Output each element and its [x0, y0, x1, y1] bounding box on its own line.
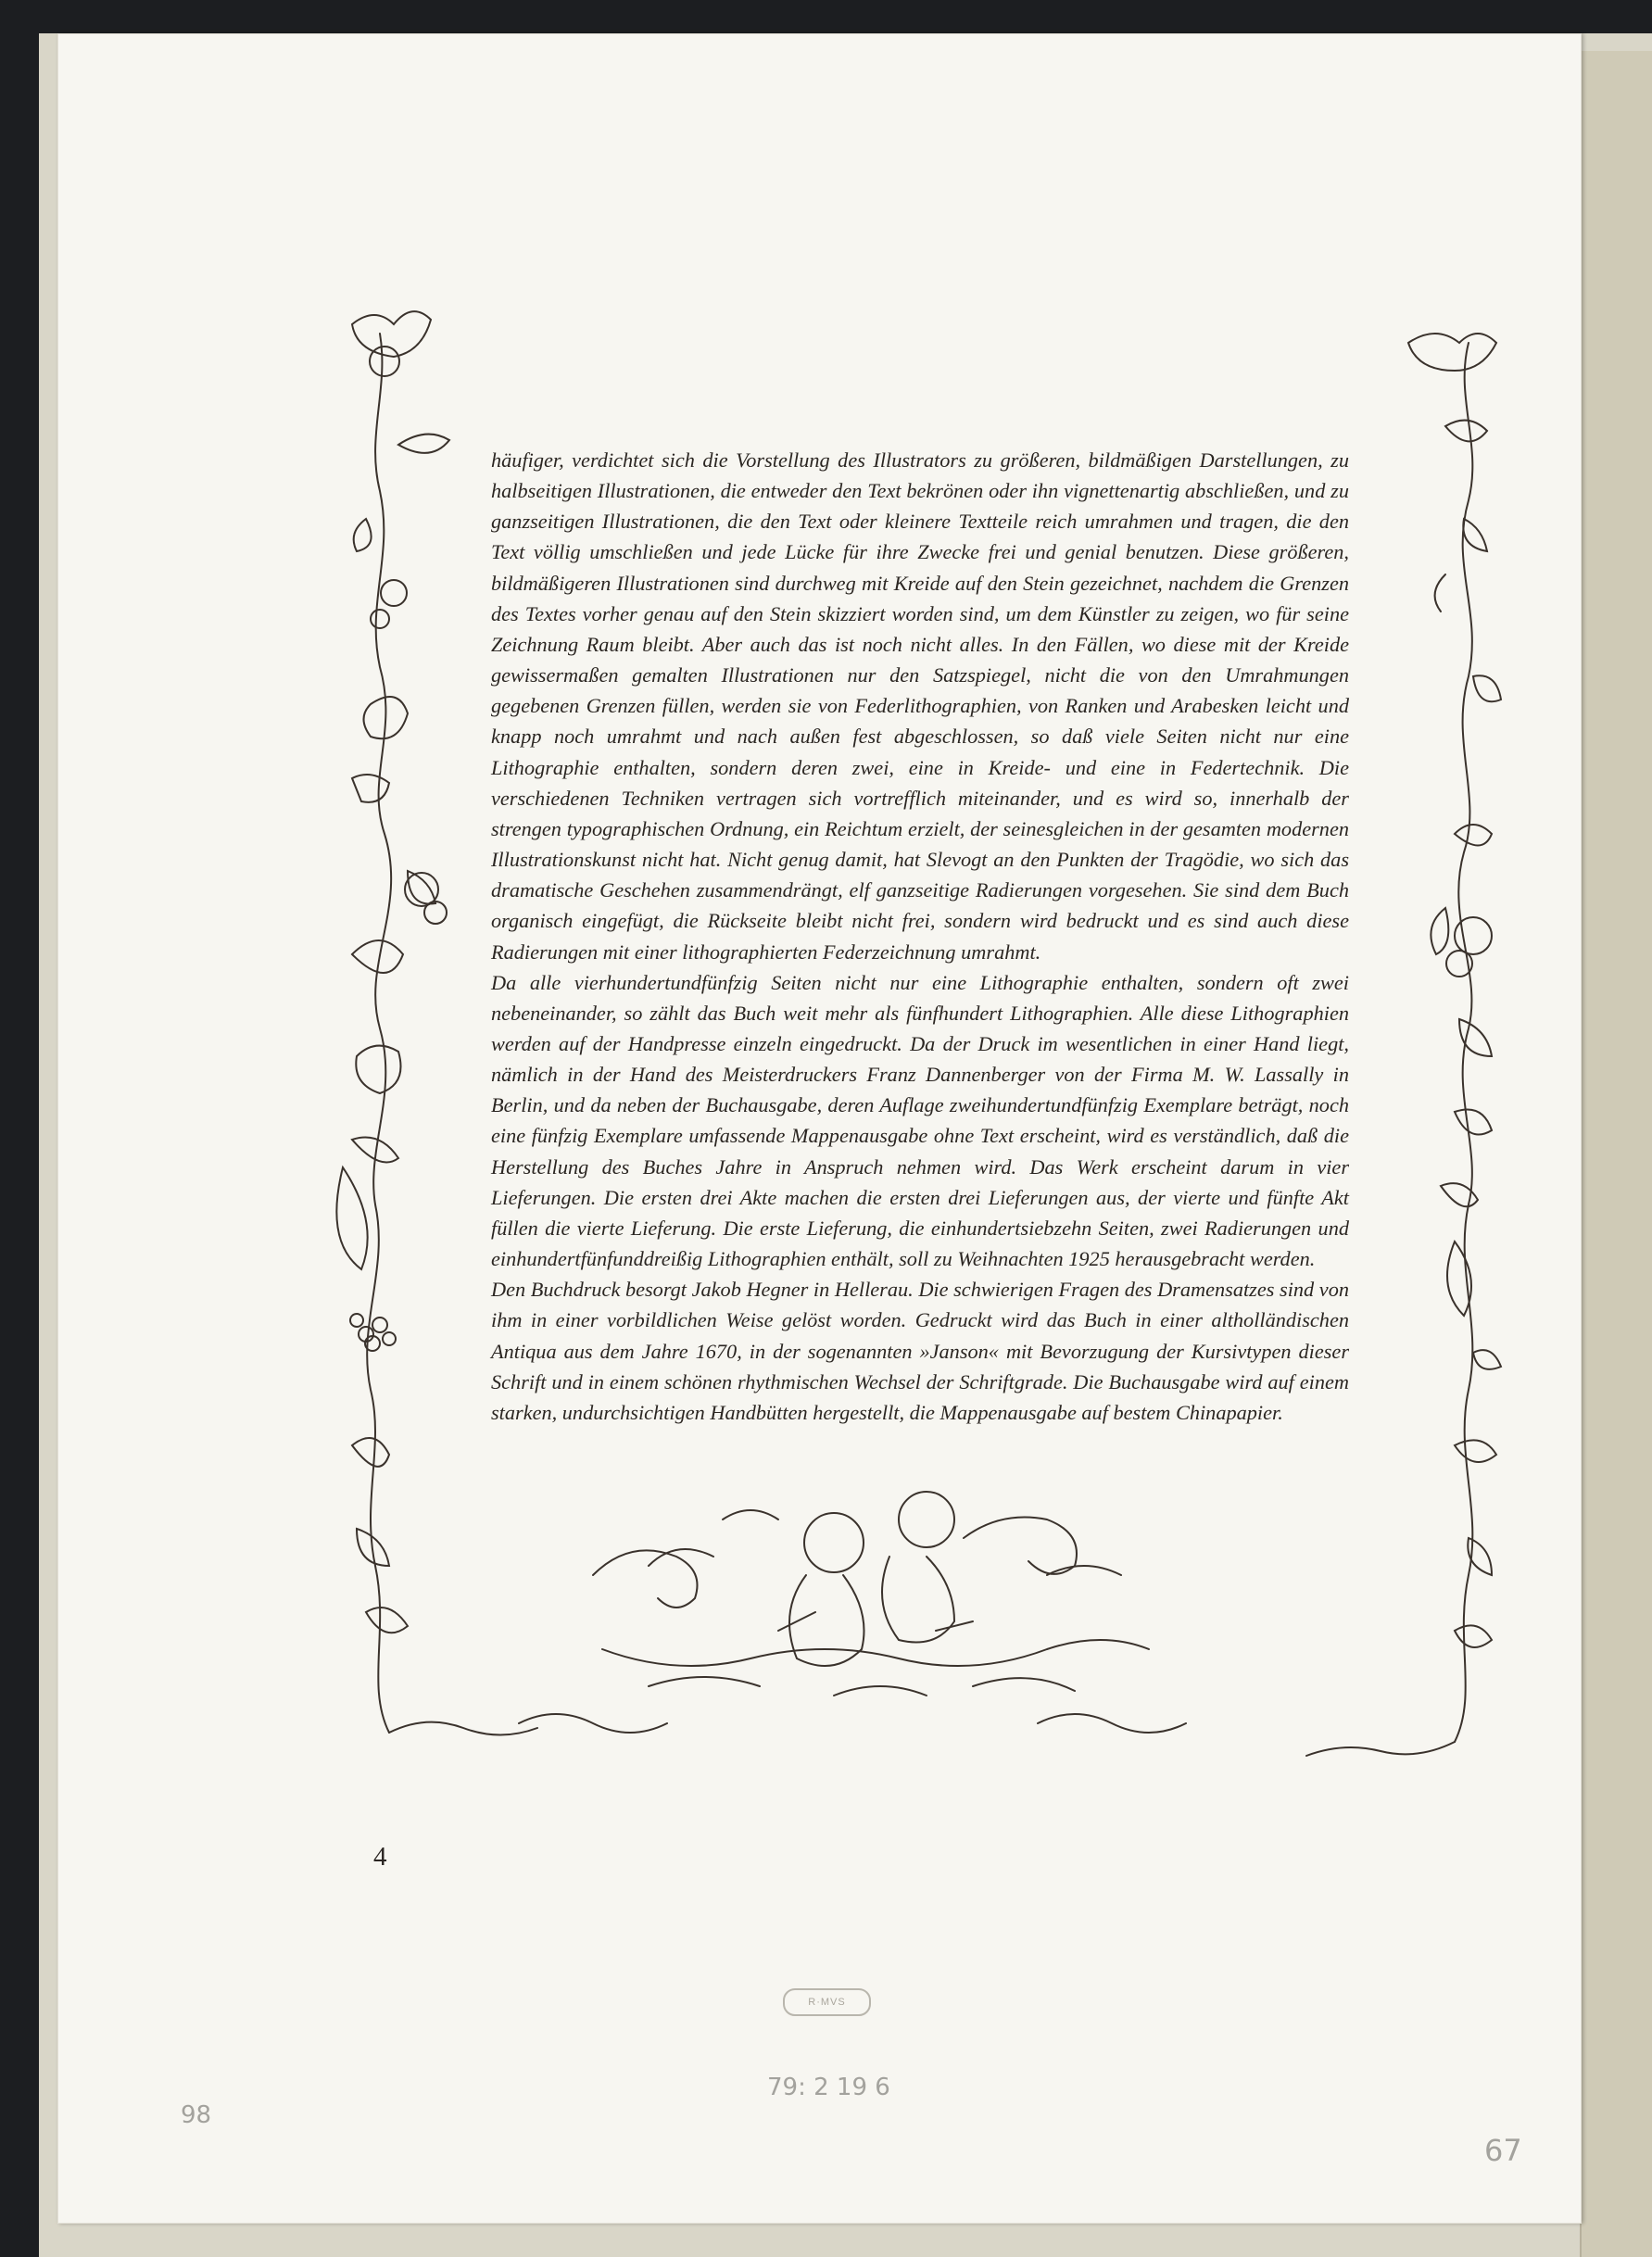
body-text [491, 445, 1349, 1428]
pencil-note-right: 67 [1484, 2133, 1522, 2168]
paragraph-2: Da alle vierhundertundfünfzig Seiten nicht nur eine Lithographie enthalten, sondern oft zwei nebeneinander, so zählt das Buch weit mehr als fünfhundert Lithographien. Alle diese Lithographien werden auf der Handpresse einzeln eingedruckt. Da der Druck im wesentlichen in einer Hand liegt, nämlich in der Hand des Meisterdruckers Franz Dannenberger von der Firma M. W. Lassally in Berlin, und da neben der Buchausgabe, deren Auflage zweihundertundfünfzig Exemplare beträgt, noch eine fünfzig Exemplare umfassende Mappenausgabe ohne Text erscheint, wird es verständlich, daß die Herstellung des Buches Jahre in Anspruch nehmen wird. Das Werk erscheint darum in vier Lieferungen. Die ersten drei Akte machen die ersten drei Lieferungen aus, der vierte und fünfte Akt füllen die vierte Lieferung. Die erste Lieferung, die einhundertsiebzehn Seiten, zwei Radierungen und einhundertfünfunddreißig Lithographien enthält, soll zu Weihnachten 1925 herausgebracht werden. [491, 970, 1349, 1271]
paragraph-1: häufiger, verdichtet sich die Vorstellung des Illustrators zu größeren, bildmäßigen Darstellungen, zu halbseitigen Illustrationen, die entweder den Text bekrönen oder ihn vignettenartig abschließen, und zu ganzseitigen Illustrationen, die den Text oder kleinere Textteile reich umrahmen und tragen, die den Text völlig umschließen und jede Lücke für ihre Zwecke frei und genial benutzen. Diese größeren, bildmäßigeren Illustrationen sind durchweg mit Kreide auf den Stein gezeichnet, nachdem die Grenzen des Textes vorher genau auf den Stein skizziert worden sind, um dem Künstler zu zeigen, wo für seine Zeichnung Raum bleibt. Aber auch das ist noch nicht alles. In den Fällen, wo diese mit der Kreide gewissermaßen gemalten Illustrationen nur den Satzspiegel, nicht die von den Umrahmungen gegebenen Grenzen füllen, werden sie von Federlithographien, von Ranken und Arabesken leicht und knapp noch umrahmt und nach außen fest abgeschlossen, so daß viele Seiten nicht nur eine Lithographie enthalten, sondern deren zwei, eine in Kreide- und eine in Federtechnik. Die verschiedenen Techniken vertragen sich vortrefflich miteinander, und es wird so, innerhalb der strengen typographischen Ordnung, ein Reichtum erzielt, der seinesgleichen in der gesamten modernen Illustrationskunst nicht hat. Nicht genug damit, hat Slevogt an den Punkten der Tragödie, wo sich das dramatische Geschehen zusammendrängt, elf ganzseitige Radierungen vorgesehen. Sie sind dem Buch organisch eingefügt, die Rückseite bleibt nicht frei, sondern wird bedruckt und es sind auch diese Radierungen mit einer lithographierten Federzeichnung umrahmt. [491, 448, 1349, 964]
library-stamp: R·MVS [783, 1988, 871, 2016]
pencil-note-center: 79: 2 19 6 [767, 2074, 890, 2101]
paragraph-3: Den Buchdruck besorgt Jakob Hegner in Hellerau. Die schwierigen Fragen des Dramensatzes sind von ihm in einer vorbildlichen Weise gelöst worden. Gedruckt wird das Buch in einer altholländischen Antiqua aus dem Jahre 1670, in der sogenannten »Janson« mit Bevorzugung der Kursivtypen dieser Schrift und in einem schönen rhythmischen Wechsel der Schriftgrade. Die Buchausgabe wird auf einem starken, undurchsichtigen Handbütten hergestellt, die Mappenausgabe auf bestem Chinapapier. [491, 1278, 1349, 1424]
next-page-edge [1580, 51, 1652, 2257]
pencil-note-left: 98 [181, 2101, 212, 2129]
page-number: 4 [373, 1842, 387, 1872]
